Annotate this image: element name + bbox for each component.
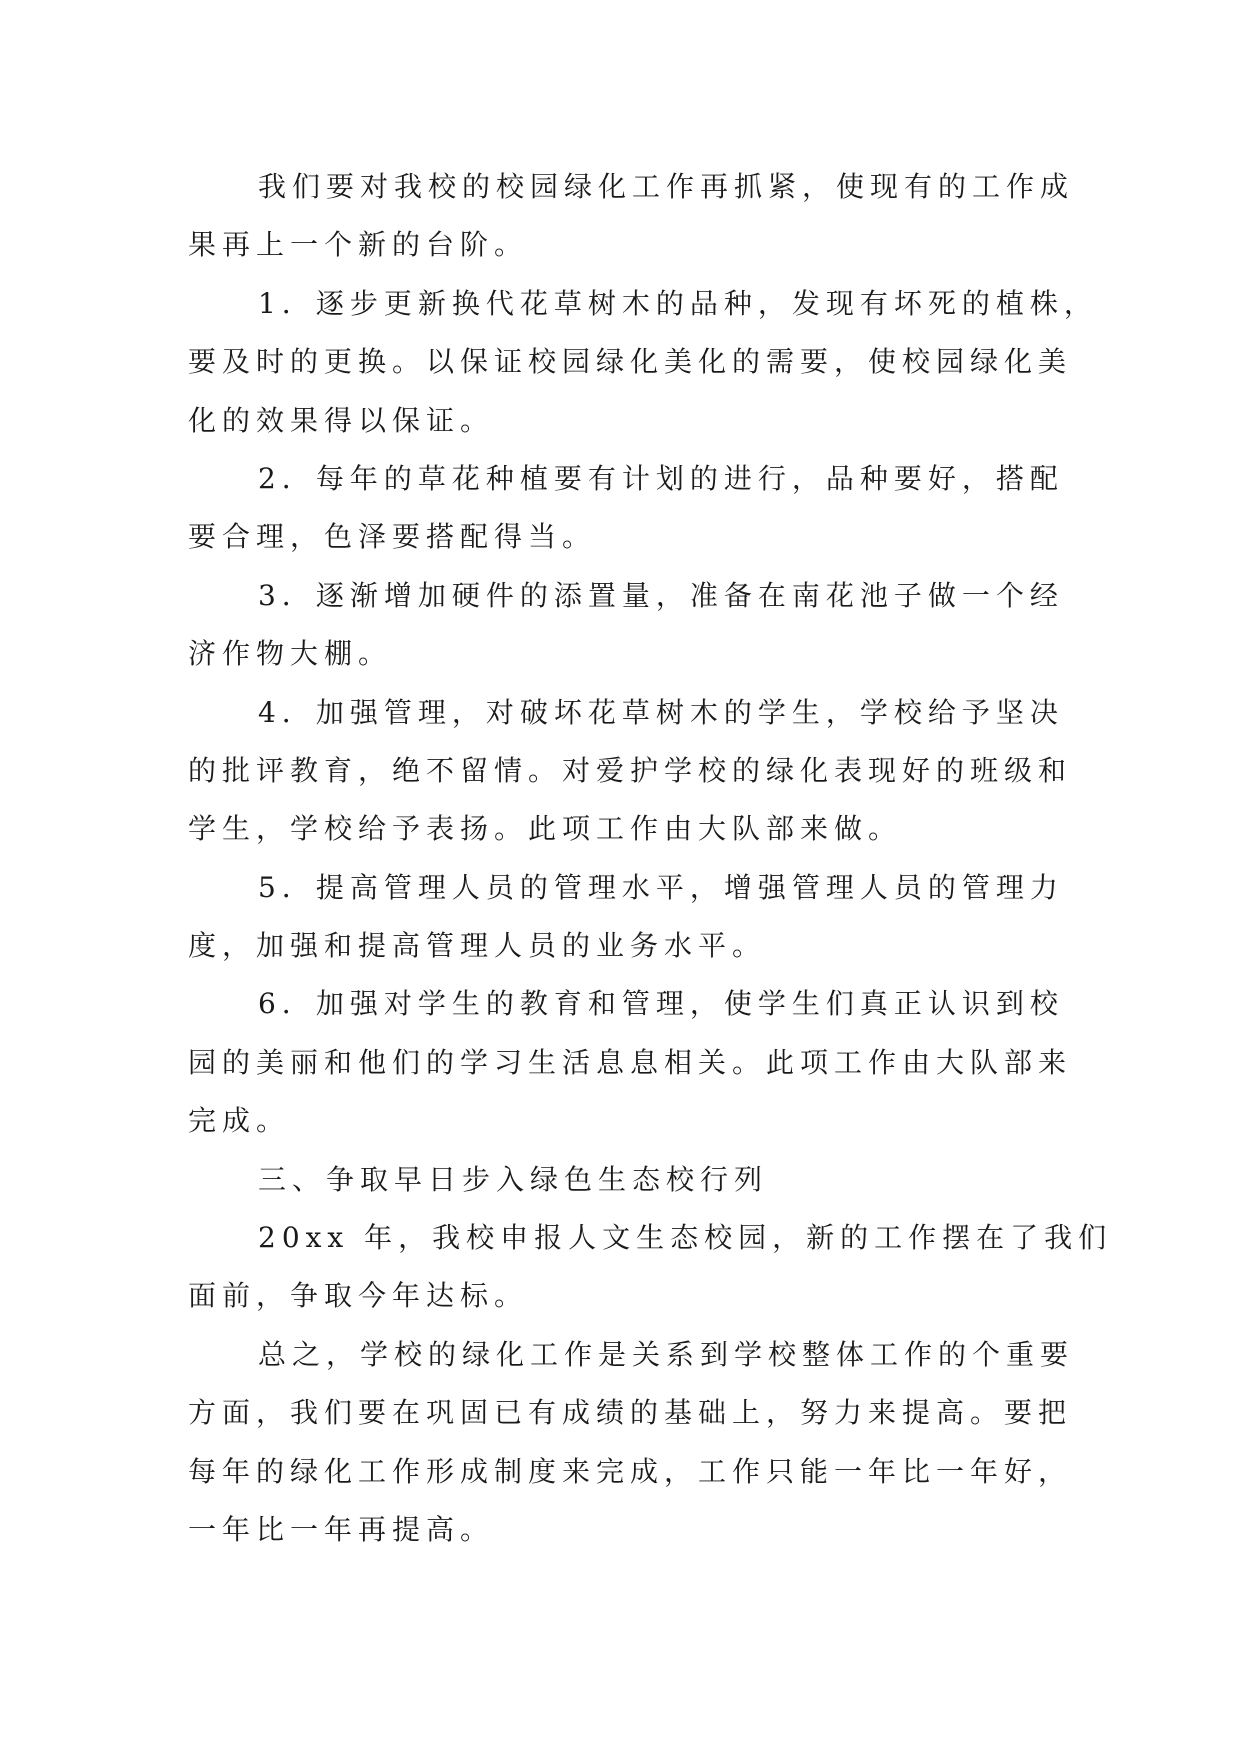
text-line: 面前，争取今年达标。 (188, 1279, 529, 1313)
paragraph-item-5 (188, 859, 1064, 976)
paragraph-item-6 (188, 975, 1073, 1150)
paragraph-year-plan (188, 1209, 1113, 1326)
text-line: 3．逐渐增加硬件的添置量，准备在南花池子做一个经 (258, 578, 1064, 612)
paragraph-item-3 (188, 567, 1064, 684)
text-line: 每年的绿化工作形成制度来完成，工作只能一年比一年好， (188, 1454, 1073, 1488)
text-line: 完成。 (188, 1104, 291, 1138)
paragraph-item-4 (188, 684, 1073, 859)
text-line: 20xx 年，我校申报人文生态校园，新的工作摆在了我们 (258, 1221, 1113, 1255)
text-line: 6．加强对学生的教育和管理，使学生们真正认识到校 (258, 987, 1064, 1021)
text-line: 三、争取早日步入绿色生态校行列 (258, 1162, 769, 1196)
text-line: 方面，我们要在巩固已有成绩的基础上，努力来提高。要把 (188, 1396, 1073, 1430)
text-line: 我们要对我校的校园绿化工作再抓紧，使现有的工作成 (258, 170, 1075, 203)
text-line: 园的美丽和他们的学习生活息息相关。此项工作由大队部来 (188, 1045, 1073, 1079)
text-line: 要及时的更换。以保证校园绿化美化的需要，使校园绿化美 (188, 345, 1073, 379)
text-line: 2．每年的草花种植要有计划的进行，品种要好，搭配 (258, 461, 1064, 495)
document-body (188, 158, 1113, 1559)
text-line: 5．提高管理人员的管理水平，增强管理人员的管理力 (258, 870, 1064, 904)
paragraph-item-2 (188, 450, 1064, 567)
text-line: 一年比一年再提高。 (188, 1512, 495, 1546)
text-line: 果再上一个新的台阶。 (188, 228, 529, 262)
text-line: 化的效果得以保证。 (188, 403, 495, 437)
paragraph-item-1 (188, 275, 1098, 450)
text-line: 要合理，色泽要搭配得当。 (188, 520, 597, 554)
text-line: 1．逐步更新换代花草树木的品种，发现有坏死的植株， (258, 286, 1098, 320)
paragraph-intro (188, 158, 1075, 275)
text-line: 4．加强管理，对破坏花草树木的学生，学校给予坚决 (258, 695, 1064, 729)
text-line: 学生，学校给予表扬。此项工作由大队部来做。 (188, 812, 903, 846)
text-line: 总之，学校的绿化工作是关系到学校整体工作的个重要 (258, 1337, 1075, 1371)
text-line: 度，加强和提高管理人员的业务水平。 (188, 929, 767, 963)
section-heading (188, 1151, 1058, 1209)
text-line: 济作物大棚。 (188, 637, 393, 671)
paragraph-summary (188, 1326, 1075, 1560)
text-line: 的批评教育，绝不留情。对爱护学校的绿化表现好的班级和 (188, 753, 1073, 787)
